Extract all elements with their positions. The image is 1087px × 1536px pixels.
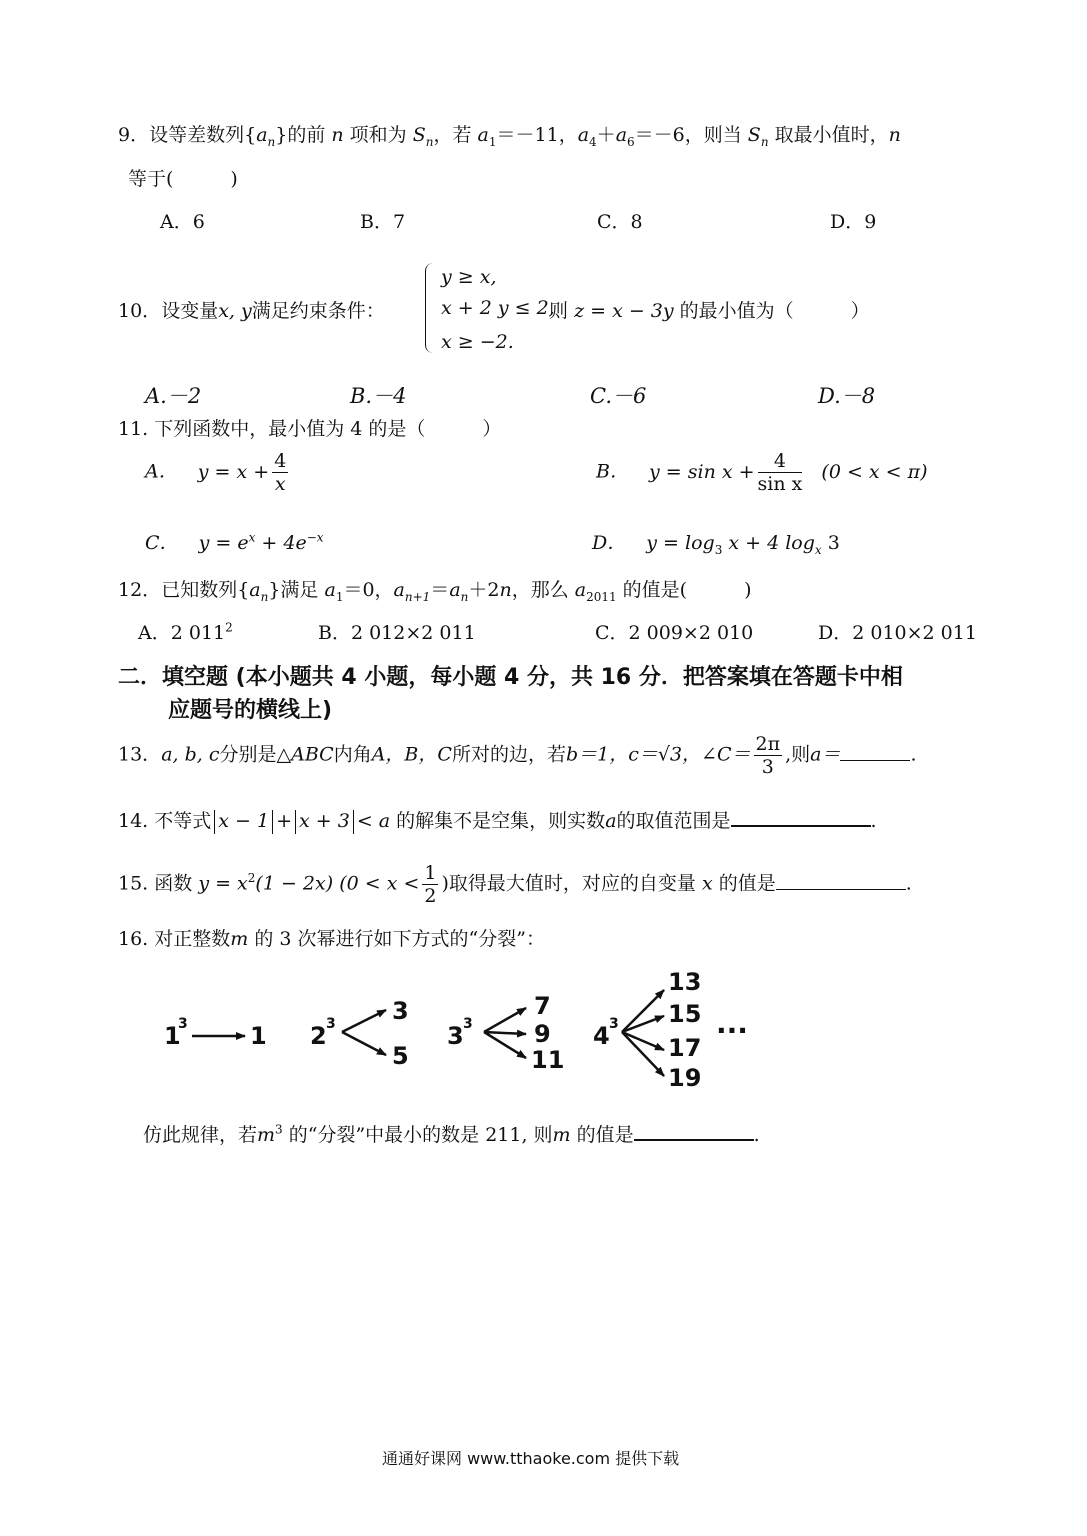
fraction-numerator: 1	[424, 862, 437, 884]
q9-option-c: C．8	[597, 211, 643, 233]
fraction-denominator: 2	[424, 885, 437, 907]
q9-var: a	[256, 124, 268, 146]
q9-var: n	[331, 124, 344, 146]
answer-blank	[731, 825, 871, 827]
answer-blank	[840, 760, 910, 761]
q14-stem	[118, 806, 877, 834]
q16-text: 仿此规律，若	[143, 1124, 258, 1146]
q10-constraint-1: y ≥ x,	[441, 266, 497, 288]
q11-expression: + 4e	[255, 532, 307, 554]
q11-option-label: A．	[145, 460, 178, 483]
q12-text: ＝	[430, 579, 450, 601]
q12-sub: n	[460, 589, 469, 604]
fraction-denominator: sin x	[757, 473, 803, 495]
q9-var: a	[477, 124, 489, 146]
diagram-base-1: 1	[164, 1022, 181, 1050]
q10-option-c: C.－6	[590, 384, 647, 408]
arrow-3a	[484, 1008, 526, 1032]
q9-text: 取最小值时，	[768, 124, 889, 146]
q11-option-a	[145, 450, 291, 495]
q12-text: ＝0，	[343, 579, 394, 601]
arrow-4c	[622, 1032, 664, 1050]
q10-tail	[549, 296, 870, 323]
q13-var: a＝	[810, 743, 841, 766]
q16-exponent: 3	[275, 1122, 283, 1137]
q13-text: 所对的边，若	[451, 743, 566, 766]
abs-bar	[272, 810, 273, 834]
q12-option-a	[138, 618, 233, 645]
cube-splitting-diagram	[150, 960, 790, 1095]
q9-sub: 6	[627, 134, 635, 149]
q11-number: 11.	[118, 418, 149, 440]
q11-expression: y = log	[646, 532, 715, 554]
abs-bar	[214, 810, 215, 834]
q9-text: }的前	[275, 124, 332, 146]
q16-stem	[118, 924, 545, 951]
diagram-exponent-2: 3	[326, 1016, 336, 1032]
q16-number: 16.	[118, 928, 149, 950]
q9-sub: 1	[488, 134, 497, 149]
q12-var: n	[499, 579, 512, 601]
answer-blank	[776, 889, 906, 890]
q12-stem	[118, 575, 752, 604]
fraction-numerator: 4	[274, 450, 287, 472]
q9-text: 项和为	[343, 124, 413, 146]
q10-number: 10．	[118, 300, 162, 322]
q11-log-base: 3	[714, 542, 723, 557]
q11-option-label: B．	[596, 460, 629, 483]
section-heading-line2: 应题号的横线上)	[168, 698, 333, 723]
q10-option-b: B.－4	[350, 384, 407, 408]
q9-line2: 等于( )	[128, 168, 238, 190]
q13-triangle: ABC	[291, 743, 334, 766]
abs-bar	[295, 810, 296, 834]
q13-angles: A，B，C	[371, 743, 452, 766]
diagram-group-4-value-1: 13	[668, 968, 702, 996]
fraction-denominator: x	[274, 473, 286, 495]
q16-text: 的“分裂”中最小的数是 211, 则	[288, 1124, 553, 1146]
q9-text: ＋	[596, 124, 616, 146]
q13-text: .	[910, 743, 917, 766]
q9-sub: 4	[589, 134, 597, 149]
q9-sub: n	[760, 134, 769, 149]
q12-option-d: D．2 010×2 011	[818, 622, 977, 644]
q9-text: ，若	[433, 124, 478, 146]
q11-expression: y = e	[198, 532, 249, 554]
q12-option-b: B．2 012×2 011	[318, 622, 476, 644]
q12-option-c: C．2 009×2 010	[595, 622, 754, 644]
answer-blank	[634, 1139, 754, 1141]
q11-option-label: D．	[592, 532, 627, 554]
q12-var: a	[324, 579, 336, 601]
q10-text: 满足约束条件：	[251, 300, 385, 322]
q13-number: 13．	[118, 743, 162, 766]
arrow-4d	[622, 1032, 664, 1076]
q9-sub: n	[267, 134, 276, 149]
q16-conclusion	[143, 1120, 760, 1147]
q15-expression: (1 − 2x)	[255, 872, 334, 895]
q9-option-a: A．6	[160, 211, 205, 233]
q9-var: S	[747, 124, 761, 146]
q14-text: 的取值范围是	[616, 810, 731, 832]
q16-text: .	[753, 1124, 760, 1146]
q15-text: 取得最大值时，对应的自变量	[448, 872, 696, 895]
q12-exponent: 2	[225, 620, 233, 635]
constraint-brace	[425, 263, 436, 353]
diagram-base-4: 4	[593, 1022, 610, 1050]
q11-expression: y = sin x +	[649, 460, 755, 483]
q13-text: 分别是△	[219, 743, 292, 766]
diagram-group-2-value-2: 5	[392, 1042, 409, 1070]
section-heading: 二．填空题 (本小题共 4 小题，每小题 4 分，共 16 分．把答案填在答题卡中相	[118, 665, 903, 690]
q9-option-b: B．7	[360, 211, 406, 233]
q10-vars: x, y	[218, 300, 252, 322]
diagram-group-1-value-1: 1	[250, 1022, 267, 1050]
q15-stem	[118, 862, 912, 907]
q15-number: 15.	[118, 872, 149, 895]
q9-line1	[118, 120, 901, 149]
q10-stem	[118, 296, 385, 323]
arrow-2b	[342, 1032, 386, 1055]
q11-log-base: x	[814, 542, 822, 557]
q12-sub: n+1	[404, 589, 431, 604]
diagram-exponent-4: 3	[609, 1016, 619, 1032]
arrow-4a	[622, 990, 664, 1032]
q15-text: 的值是	[718, 872, 776, 895]
fraction-numerator: 2π	[755, 733, 781, 755]
q10-constraint-3: x ≥ −2.	[441, 331, 514, 353]
fraction-numerator: 4	[758, 450, 803, 473]
diagram-group-4-value-2: 15	[668, 1000, 702, 1028]
q14-expression: x − 1	[218, 810, 270, 832]
q11-option-b	[596, 450, 928, 495]
q11-option-d	[592, 528, 840, 557]
q14-number: 14.	[118, 810, 149, 832]
q10-constraint-2: x + 2 y ≤ 2,	[441, 297, 555, 319]
arrow-2a	[342, 1010, 386, 1032]
diagram-base-3: 3	[447, 1022, 464, 1050]
q11-condition: (0 < x < π)	[821, 460, 928, 483]
q15-condition: (0 < x <	[339, 872, 420, 895]
q16-text: 对正整数	[154, 928, 231, 950]
q12-option-text: A．2 011	[138, 622, 226, 644]
q13-fraction	[754, 733, 783, 778]
q13-var: a, b, c	[161, 743, 220, 766]
q15-text: .	[905, 872, 912, 895]
q12-text: ＋2	[468, 579, 500, 601]
q10-text: 的最小值为（ ）	[679, 300, 870, 322]
diagram-base-2: 2	[310, 1022, 327, 1050]
q14-var: a	[605, 810, 617, 832]
q10-text: 设变量	[161, 300, 219, 322]
q10-expression: z = x − 3y	[574, 300, 674, 322]
q9-text: ＝－6，则当	[634, 124, 748, 146]
q10-option-a: A.－2	[145, 384, 202, 408]
q15-exponent: 2	[247, 871, 256, 886]
diagram-group-4-value-4: 19	[668, 1064, 702, 1092]
q15-var: x	[701, 872, 713, 895]
q14-expression: < a	[356, 810, 391, 832]
diagram-group-4-value-3: 17	[668, 1034, 702, 1062]
q12-number: 12．	[118, 579, 162, 601]
q16-var: m	[230, 928, 249, 950]
q16-text: 的 3 次幂进行如下方式的“分裂”：	[254, 928, 545, 950]
q11-b-fraction	[758, 450, 803, 495]
q16-var: m	[257, 1124, 276, 1146]
q11-exponent: x	[248, 530, 256, 545]
diagram-ellipsis: ···	[716, 1014, 748, 1047]
q12-var: a	[393, 579, 405, 601]
q11-a-fraction	[272, 450, 288, 495]
q13-text: 内角	[333, 743, 372, 766]
q11-stem	[118, 414, 501, 441]
q9-var: n	[888, 124, 901, 146]
q12-sub: 1	[335, 589, 344, 604]
q11-option-label: C．	[145, 532, 179, 554]
diagram-group-2-value-1: 3	[392, 997, 409, 1025]
q12-sub: 2011	[586, 589, 617, 604]
diagram-exponent-3: 3	[463, 1016, 473, 1032]
abs-bar	[353, 810, 354, 834]
q12-text: }满足	[268, 579, 325, 601]
q11-expression: y = x +	[197, 460, 270, 483]
q9-option-d: D．9	[830, 211, 877, 233]
q10-option-d: D.－8	[818, 384, 876, 408]
q15-fraction	[422, 862, 438, 907]
q15-condition: )	[441, 872, 449, 895]
q14-text: .	[870, 810, 877, 832]
q9-sub: n	[425, 134, 434, 149]
q13-condition: b＝1，c＝√3，∠C＝	[565, 743, 751, 766]
arrow-3c	[484, 1032, 526, 1058]
q11-exponent: −x	[306, 530, 324, 545]
q11-option-c	[145, 528, 324, 555]
q9-var: S	[412, 124, 426, 146]
q14-expression: x + 3	[299, 810, 350, 832]
q9-text: ＝－11，	[496, 124, 578, 146]
q13-text: ,则	[785, 743, 811, 766]
diagram-group-3-value-1: 7	[534, 992, 551, 1020]
q16-text: 的值是	[576, 1124, 634, 1146]
q9-number: 9．	[118, 124, 150, 146]
diagram-group-3-value-3: 11	[531, 1046, 565, 1074]
q12-text: ，那么	[511, 579, 575, 601]
q11-expression: x + 4 log	[722, 532, 815, 554]
diagram-group-3-value-2: 9	[534, 1020, 551, 1048]
q12-var: a	[449, 579, 461, 601]
q9-var: a	[577, 124, 590, 146]
q13-stem	[118, 733, 917, 778]
q14-text: 不等式	[154, 810, 212, 832]
q11-text: 下列函数中，最小值为 4 的是（ ）	[154, 418, 502, 440]
diagram-exponent-1: 3	[178, 1016, 188, 1032]
q14-text: +	[276, 810, 293, 832]
fraction-denominator: 3	[761, 756, 774, 778]
q12-text: 的值是( )	[616, 579, 752, 601]
q9-text: 设等差数列{	[149, 124, 257, 146]
q16-var: m	[552, 1124, 571, 1146]
q12-var: a	[574, 579, 587, 601]
q15-expression: y = x	[198, 872, 248, 895]
q10-text: 则	[549, 300, 569, 322]
q11-expression: 3	[821, 532, 840, 554]
q12-var: a	[249, 579, 261, 601]
q12-sub: n	[260, 589, 269, 604]
q15-text: 函数	[154, 872, 193, 895]
q12-text: 已知数列{	[161, 579, 250, 601]
page-footer: 通通好课网 www.tthaoke.com 提供下载	[382, 1449, 680, 1468]
q9-var: a	[615, 124, 628, 146]
arrow-3b	[484, 1032, 526, 1034]
q14-text: 的解集不是空集，则实数	[396, 810, 606, 832]
